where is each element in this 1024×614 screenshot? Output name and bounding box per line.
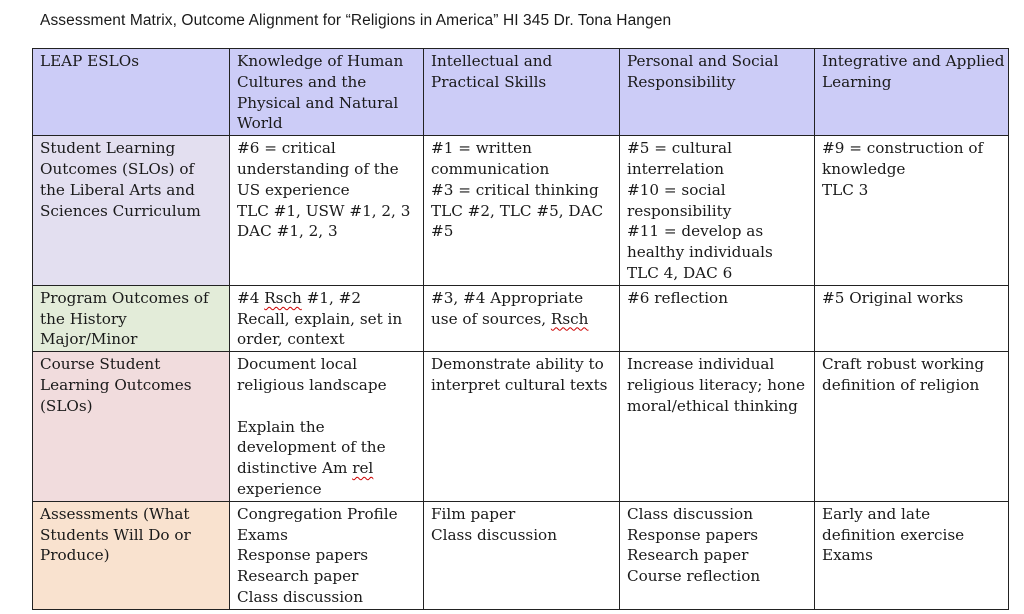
header-knowledge: Knowledge of Human Cultures and the Physical and Natural World (230, 49, 424, 136)
program-intellectual-cell: #3, #4 Appropriate use of sources, Rsch (424, 285, 620, 351)
header-row (33, 49, 1009, 136)
assessments-row (33, 501, 1009, 609)
slo-row (33, 136, 1009, 286)
assessments-intellectual-cell: Film paper Class discussion (424, 501, 620, 609)
header-integrative: Integrative and Applied Learning (815, 49, 1009, 136)
assessments-knowledge-cell: Congregation Profile Exams Response papers Research paper Class discussion (230, 501, 424, 609)
program-integrative-cell: #5 Original works (815, 285, 1009, 351)
slo-integrative-cell: #9 = construction of knowledge TLC 3 (815, 136, 1009, 286)
assessments-row-label: Assessments (What Students Will Do or Produce) (33, 501, 230, 609)
slo-intellectual-cell: #1 = written communication #3 = critical thinking TLC #2, TLC #5, DAC #5 (424, 136, 620, 286)
header-leap-eslos: LEAP ESLOs (33, 49, 230, 136)
assessments-integrative-cell: Early and late definition exercise Exams (815, 501, 1009, 609)
program-row (33, 285, 1009, 351)
program-knowledge-cell: #4 Rsch #1, #2 Recall, explain, set in order, context (230, 285, 424, 351)
spellcheck-word: Rsch (264, 288, 302, 307)
slo-knowledge-cell: #6 = critical understanding of the US experience TLC #1, USW #1, 2, 3 DAC #1, 2, 3 (230, 136, 424, 286)
course-knowledge-cell: Document local religious landscape Explain the development of the distinctive Am rel experience (230, 352, 424, 502)
course-row (33, 352, 1009, 502)
program-row-label: Program Outcomes of the History Major/Minor (33, 285, 230, 351)
header-intellectual: Intellectual and Practical Skills (424, 49, 620, 136)
slo-row-label: Student Learning Outcomes (SLOs) of the Liberal Arts and Sciences Curriculum (33, 136, 230, 286)
assessments-personal-social-cell: Class discussion Response papers Research paper Course reflection (620, 501, 815, 609)
spellcheck-word: rel (352, 459, 374, 478)
assessment-matrix-table (32, 48, 1009, 610)
document-title: Assessment Matrix, Outcome Alignment for “Religions in America” HI 345 Dr. Tona Hangen (40, 12, 672, 29)
course-personal-social-cell: Increase individual religious literacy; hone moral/ethical thinking (620, 352, 815, 502)
course-integrative-cell: Craft robust working definition of religion (815, 352, 1009, 502)
program-personal-social-cell: #6 reflection (620, 285, 815, 351)
spellcheck-word: Rsch (550, 309, 589, 328)
course-row-label: Course Student Learning Outcomes (SLOs) (33, 352, 230, 502)
header-personal-social: Personal and Social Responsibility (620, 49, 815, 136)
slo-personal-social-cell: #5 = cultural interrelation #10 = social responsibility #11 = develop as healthy individuals TLC 4, DAC 6 (620, 136, 815, 286)
course-intellectual-cell: Demonstrate ability to interpret cultural texts (424, 352, 620, 502)
